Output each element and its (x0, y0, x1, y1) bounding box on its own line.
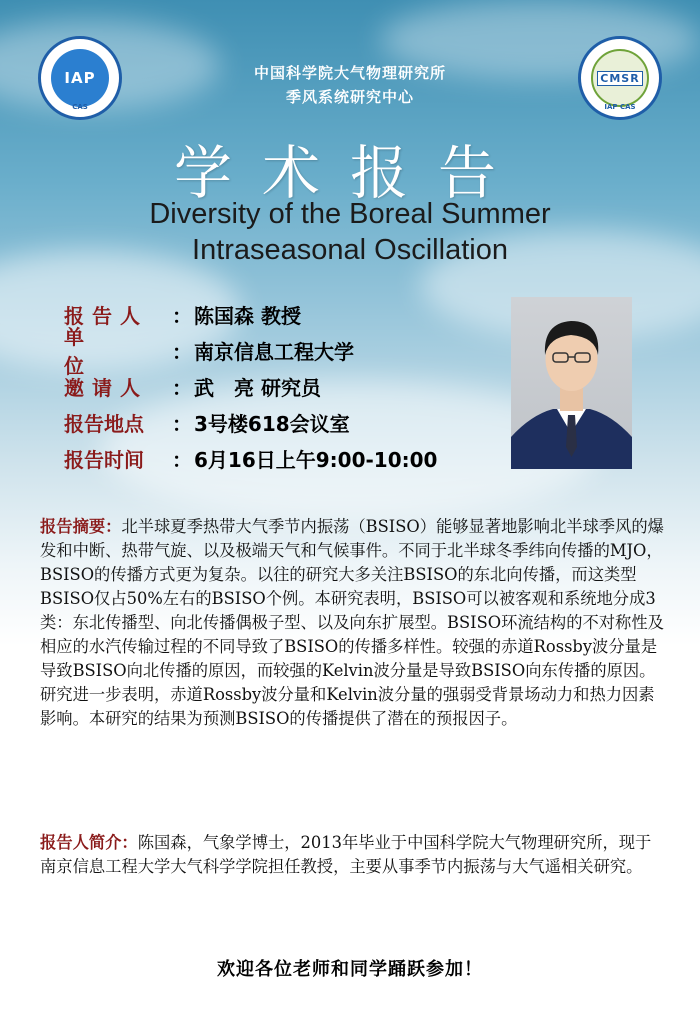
info-colon: ： (172, 447, 192, 472)
iap-logo-text: IAP (64, 69, 96, 87)
info-row-host (64, 369, 321, 403)
info-value: 3号楼618会议室 (194, 411, 350, 436)
talk-title-line1: Diversity of the Boreal Summer (149, 198, 551, 230)
info-value: 陈国森 教授 (194, 303, 301, 328)
info-label: 单位 (64, 325, 132, 378)
speaker-photo (511, 297, 632, 469)
cmsr-logo-text: CMSR (597, 71, 642, 86)
talk-title (0, 196, 700, 268)
bio-text: 陈国森，气象学博士，2013年毕业于中国科学院大气物理研究所，现于南京信息工程大学大气科学学院担任教授，主要从事季节内振荡与大气遥相关研究。 (40, 833, 652, 876)
info-colon: ： (172, 339, 192, 364)
info-label: 邀请人 (64, 375, 148, 400)
abstract-text: 北半球夏季热带大气季节内振荡（BSISO）能够显著地影响北半球季风的爆发和中断、热带气旋、以及极端天气和气候事件。不同于北半球冬季纬向传播的MJO，BSISO的传播方式更为复杂。以往的研究大多关注BSISO的东北向传播，而这类型BSISO仅占50%左右的BSISO个例。本研究表明，BSISO可以被客观和系统地分成3类：东北传播型、向北传播偶极子型、以及向东扩展型。BSISO环流结构的不对称性及相应的水汽传输过程的不同导致了BSISO的传播多样性。较强的赤道Rossby波分量是导致BSISO向北传播的原因，而较强的Kelvin波分量是导致BSISO向东传播的原因。研究进一步表明，赤道Rossby波分量和Kelvin波分量的强弱受背景场动力和热力因素影响。本研究的结果为预测BSISO的传播提供了潜在的预报因子。 (40, 517, 664, 728)
speaker-portrait-icon (511, 297, 632, 469)
org-name: 中国科学院大气物理研究所 (253, 64, 446, 82)
info-colon: ： (172, 303, 192, 328)
abstract-label: 报告摘要 (40, 517, 106, 536)
page-title: 学术报告 (173, 139, 526, 207)
info-row-time (64, 441, 437, 475)
info-label: 报告地点 (64, 411, 144, 436)
bio-label: 报告人简介 (40, 833, 122, 852)
info-value: 武 亮 研究员 (194, 375, 321, 400)
bio-colon: ： (121, 833, 138, 852)
info-colon: ： (172, 375, 192, 400)
closing-invitation: 欢迎各位老师和同学踊跃参加！ (217, 959, 483, 980)
info-row-affiliation (64, 325, 354, 378)
cmsr-logo-sub: IAP CAS (604, 103, 636, 111)
abstract-colon: ： (105, 517, 122, 536)
abstract-paragraph (40, 515, 664, 731)
info-label: 报告人 (64, 303, 148, 328)
center-name: 季风系统研究中心 (285, 88, 414, 106)
info-value: 南京信息工程大学 (194, 339, 354, 364)
info-value: 6月16日上午9:00-10:00 (194, 447, 438, 472)
info-row-location (64, 405, 350, 439)
bio-paragraph (40, 831, 664, 879)
iap-logo-sub: CAS (72, 103, 88, 111)
talk-title-line2: Intraseasonal Oscillation (192, 234, 508, 266)
info-colon: ： (172, 411, 192, 436)
info-label: 报告时间 (64, 447, 144, 472)
